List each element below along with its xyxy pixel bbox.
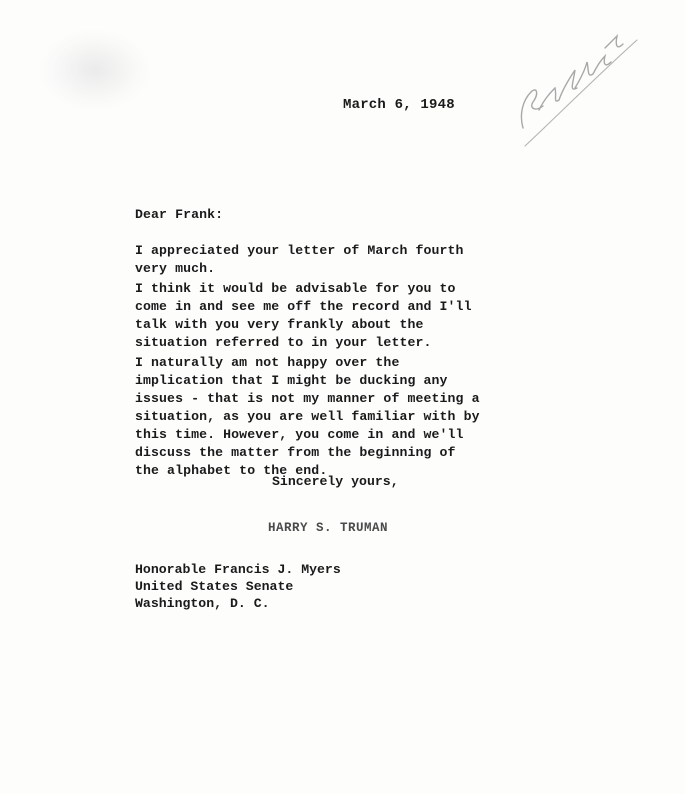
signature-stamp: HARRY S. TRUMAN bbox=[268, 521, 389, 535]
recipient-name: Honorable Francis J. Myers bbox=[135, 562, 341, 577]
paragraph-1: I appreciated your letter of March fourth very much. bbox=[135, 243, 464, 276]
closing: Sincerely yours, bbox=[272, 474, 399, 489]
paragraph-3: I naturally am not happy over the implication that I might be ducking any issues - that is not my manner of meeting a situation, as you are well familiar with by this time. However, you come in and we'll discuss the matter from the beginning of the alphabet to the end. bbox=[135, 355, 480, 478]
salutation: Dear Frank: bbox=[135, 207, 224, 222]
handwritten-annotation bbox=[505, 18, 655, 158]
letter-date: March 6, 1948 bbox=[343, 97, 455, 113]
recipient-org: United States Senate bbox=[135, 579, 294, 594]
recipient-address bbox=[135, 561, 341, 612]
paper-smudge bbox=[40, 30, 150, 110]
paragraph-2: I think it would be advisable for you to come in and see me off the record and I'll talk with you very frankly about the situation referred to in your letter. bbox=[135, 281, 472, 350]
recipient-city: Washington, D. C. bbox=[135, 596, 270, 611]
